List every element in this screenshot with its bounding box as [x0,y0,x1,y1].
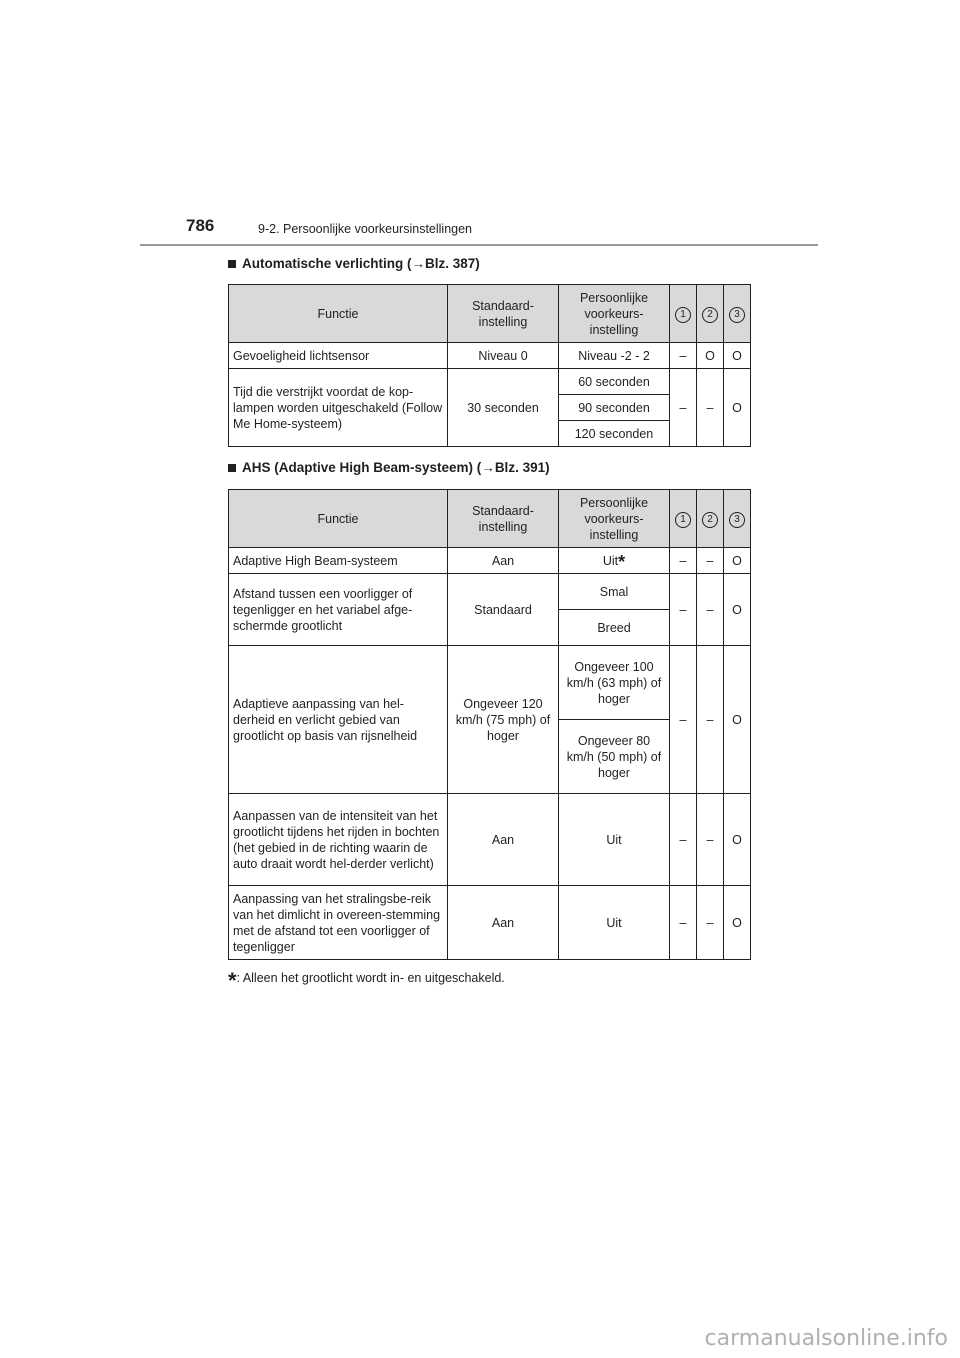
cell-c2: O [697,343,724,369]
col-standaard: Standaard-instelling [448,490,559,548]
heading-ahs [228,460,550,475]
cell-persoonlijk: Uit [559,886,670,960]
col-standaard: Standaard-instelling [448,285,559,343]
table-row [229,646,751,720]
cell-option: Smal [559,574,670,610]
col-3 [724,490,751,548]
cell-option: Ongeveer 80 km/h (50 mph) of hoger [559,720,670,794]
cell-standaard: Ongeveer 120 km/h (75 mph) of hoger [448,646,559,794]
header-rule [140,244,818,246]
cell-functie: Afstand tussen een voorligger of tegenligger en het variabel afge-schermde grootlicht [229,574,448,646]
cell-c3: O [724,574,751,646]
col-3 [724,285,751,343]
cell-c2: – [697,369,724,447]
cell-standaard: Niveau 0 [448,343,559,369]
cell-c3: O [724,886,751,960]
table-row [229,343,751,369]
cell-c3: O [724,548,751,574]
circle-3-icon: 3 [729,307,745,323]
cell-functie: Gevoeligheid lichtsensor [229,343,448,369]
cell-option: Ongeveer 100 km/h (63 mph) of hoger [559,646,670,720]
table-row [229,574,751,610]
footnote-text: : Alleen het grootlicht wordt in- en uitgeschakeld. [236,971,505,985]
cell-functie: Adaptive High Beam-systeem [229,548,448,574]
cell-functie: Aanpassen van de intensiteit van het grootlicht tijdens het rijden in bochten (het gebied in de richting waarin de auto draait wordt hel-derder verlicht) [229,794,448,886]
cell-c1: – [670,886,697,960]
cell-c1: – [670,646,697,794]
footnote [228,968,505,994]
table-automatische-verlichting [228,284,751,447]
col-functie: Functie [229,285,448,343]
cell-c2: – [697,646,724,794]
page-link[interactable]: Blz. 387) [425,256,480,271]
cell-option: Breed [559,610,670,646]
cell-standaard: Aan [448,886,559,960]
footnote-star-icon: * [228,968,237,993]
arrow-icon: → [411,256,426,271]
footnote-star-icon: * [618,551,626,572]
table-ahs [228,489,751,960]
col-persoonlijk: Persoonlijke voorkeurs-instelling [559,285,670,343]
watermark: carmanualsonline.info [704,1326,948,1351]
cell-c3: O [724,646,751,794]
col-1 [670,490,697,548]
cell-persoonlijk: Niveau -2 - 2 [559,343,670,369]
cell-functie: Tijd die verstrijkt voordat de kop-lampen worden uitgeschakeld (Follow Me Home-systeem) [229,369,448,447]
cell-c3: O [724,369,751,447]
cell-functie: Aanpassing van het stralingsbe-reik van het dimlicht in overeen-stemming met de afstand tot een voorligger of tegenligger [229,886,448,960]
circle-2-icon: 2 [702,307,718,323]
table-row [229,794,751,886]
cell-c2: – [697,574,724,646]
cell-c1: – [670,548,697,574]
value-text: Uit [602,553,619,568]
arrow-icon: → [481,460,495,475]
cell-standaard: Standaard [448,574,559,646]
bullet-square-icon [228,260,236,268]
circle-3-icon: 3 [729,512,745,528]
section-title: 9-2. Persoonlijke voorkeursinstellingen [258,222,473,236]
circle-1-icon: 1 [675,307,691,323]
circle-1-icon: 1 [675,512,691,528]
col-2 [697,490,724,548]
cell-c2: – [697,794,724,886]
cell-option: 120 seconden [559,421,670,447]
table-row [229,369,751,395]
cell-option: 90 seconden [559,395,670,421]
cell-standaard: Aan [448,548,559,574]
table-row [229,886,751,960]
cell-standaard: Aan [448,794,559,886]
cell-functie: Adaptieve aanpassing van hel-derheid en verlicht gebied van grootlicht op basis van rijsnelheid [229,646,448,794]
cell-c1: – [670,369,697,447]
heading-automatische-verlichting [228,256,480,271]
table-row [229,548,751,574]
circle-2-icon: 2 [702,512,718,528]
cell-persoonlijk [559,548,670,574]
cell-c1: – [670,794,697,886]
cell-standaard: 30 seconden [448,369,559,447]
bullet-square-icon [228,464,236,472]
page-link[interactable]: Blz. 391) [494,460,550,475]
heading-text: AHS (Adaptive High Beam-systeem) ( [242,460,482,475]
cell-persoonlijk: Uit [559,794,670,886]
heading-text: Automatische verlichting ( [242,256,412,271]
cell-c2: – [697,886,724,960]
col-1 [670,285,697,343]
table-header-row [229,285,751,343]
cell-c1: – [670,343,697,369]
col-persoonlijk: Persoonlijke voorkeurs-instelling [559,490,670,548]
col-functie: Functie [229,490,448,548]
cell-c2: – [697,548,724,574]
col-2 [697,285,724,343]
cell-c1: – [670,574,697,646]
page-number: 786 [186,216,215,235]
cell-c3: O [724,794,751,886]
table-header-row [229,490,751,548]
cell-c3: O [724,343,751,369]
cell-option: 60 seconden [559,369,670,395]
